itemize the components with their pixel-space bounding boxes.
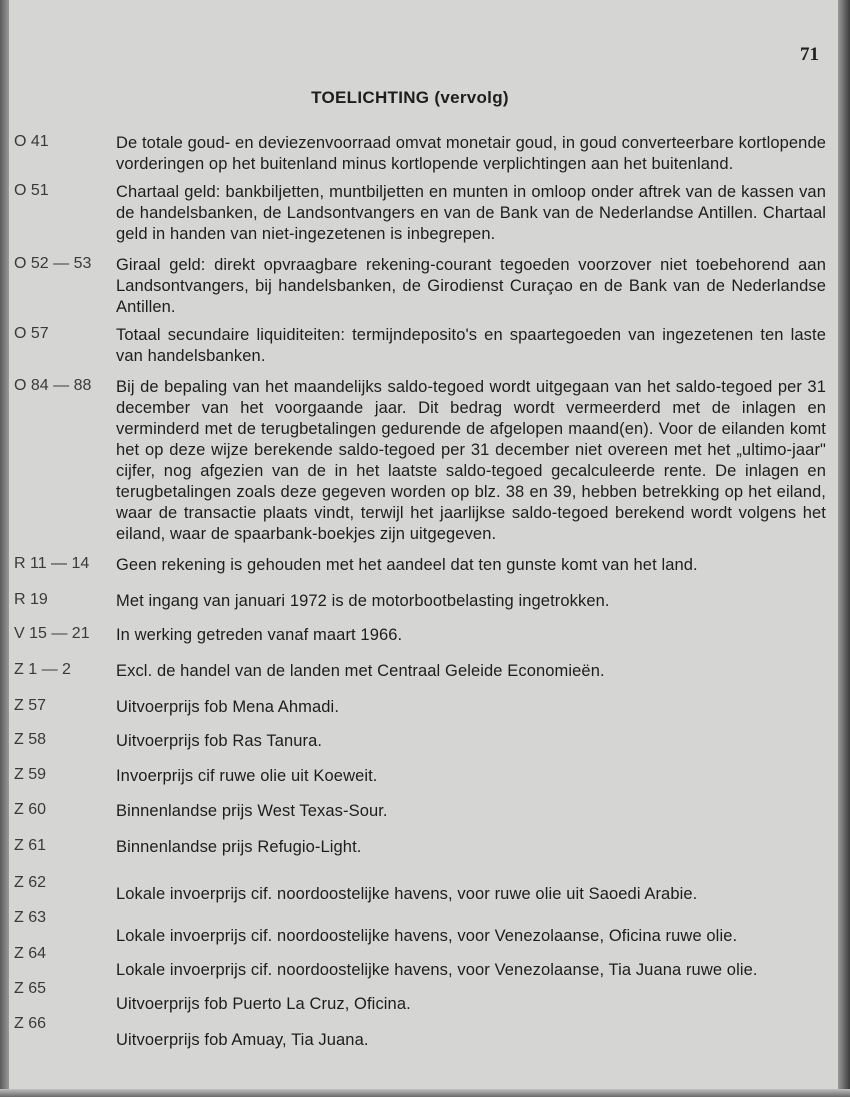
note-code: V 15 — 21: [14, 625, 90, 642]
note-code: Z 57: [14, 697, 47, 714]
note-text: Giraal geld: direkt opvraagbare rekening-courant tegoeden voorzover niet toebehorend aan Landsontvangers, bij handelsbanken, de Girodienst Curaçao en de Bank van de Nederlandse Antillen.: [116, 256, 826, 316]
note-text: Bij de bepaling van het maandelijks saldo-tegoed wordt uitgegaan van het saldo-tegoed per 31 december van het voorgaande jaar. Dit bedrag wordt vermeerderd met de inlagen en verminderd met de terugbetalingen gedurende de afgelopen maand(en). Voor de eilanden komt het op deze wijze berekende saldo-tegoed per 31 december niet overeen met het „ultimo-jaar" cijfer, nog afgezien van de in het laatste saldo-tegoed gecalculeerde rente. De inlagen en terugbetalingen zoals deze gegeven worden op blz. 38 en 39, hebben betrekking op het eiland, waar de transactie plaats vindt, terwijl het jaarlijkse saldo-tegoed berekend wordt volgens het eiland, waar de spaarbank-boekjes zijn uitgegeven.: [116, 378, 826, 543]
note-text: Binnenlandse prijs Refugio-Light.: [116, 838, 362, 856]
page-binding-edge: [0, 0, 9, 1097]
note-code: Z 58: [14, 731, 47, 748]
note-code: Z 1 — 2: [14, 661, 71, 678]
note-text: Lokale invoerprijs cif. noordoostelijke havens, voor ruwe olie uit Saoedi Arabie.: [116, 885, 698, 903]
note-code: R 11 — 14: [14, 555, 90, 572]
note-text: Totaal secundaire liquiditeiten: termijndeposito's en spaartegoeden van ingezetenen ten laste van handelsbanken.: [116, 326, 826, 365]
note-text: Uitvoerprijs fob Puerto La Cruz, Oficina.: [116, 995, 411, 1013]
note-code: O 51: [14, 182, 49, 199]
note-text: Met ingang van januari 1972 is de motorbootbelasting ingetrokken.: [116, 592, 610, 610]
note-text: Uitvoerprijs fob Mena Ahmadi.: [116, 698, 339, 716]
page-title: TOELICHTING (vervolg): [311, 88, 509, 107]
note-code: O 84 — 88: [14, 377, 92, 394]
page-right-edge: [838, 0, 850, 1097]
note-text: Uitvoerprijs fob Amuay, Tia Juana.: [116, 1031, 369, 1049]
note-text: Lokale invoerprijs cif. noordoostelijke havens, voor Venezolaanse, Oficina ruwe olie.: [116, 927, 738, 945]
note-text: Geen rekening is gehouden met het aandeel dat ten gunste komt van het land.: [116, 556, 698, 574]
note-code: R 19: [14, 591, 48, 608]
note-code: Z 62: [14, 874, 47, 891]
note-code: Z 66: [14, 1015, 47, 1032]
page-bottom-edge: [0, 1089, 850, 1097]
note-text: Lokale invoerprijs cif. noordoostelijke havens, voor Venezolaanse, Tia Juana ruwe olie.: [116, 961, 758, 979]
note-code: O 41: [14, 133, 49, 150]
note-code: Z 64: [14, 945, 47, 962]
note-code: Z 60: [14, 801, 47, 818]
note-code: Z 63: [14, 909, 47, 926]
note-text: De totale goud- en deviezenvoorraad omvat monetair goud, in goud converteerbare kortlopende vorderingen op het buitenland minus kortlopende verplichtingen aan het buitenland.: [116, 134, 826, 173]
note-code: O 57: [14, 325, 49, 342]
note-text: Chartaal geld: bankbiljetten, muntbiljetten en munten in omloop onder aftrek van de kassen van de handelsbanken, de Landsontvangers en van de Bank van de Nederlandse Antillen. Chartaal geld in handen van niet-ingezetenen is inbegrepen.: [116, 183, 826, 243]
note-text: Binnenlandse prijs West Texas-Sour.: [116, 802, 388, 820]
note-code: Z 65: [14, 980, 47, 997]
note-text: Invoerprijs cif ruwe olie uit Koeweit.: [116, 767, 378, 785]
page-number: 71: [800, 44, 819, 65]
note-text: In werking getreden vanaf maart 1966.: [116, 626, 403, 644]
note-code: Z 61: [14, 837, 47, 854]
note-text: Excl. de handel van de landen met Centraal Geleide Economieën.: [116, 662, 605, 680]
note-code: Z 59: [14, 766, 47, 783]
note-code: O 52 — 53: [14, 255, 92, 272]
note-text: Uitvoerprijs fob Ras Tanura.: [116, 732, 323, 750]
